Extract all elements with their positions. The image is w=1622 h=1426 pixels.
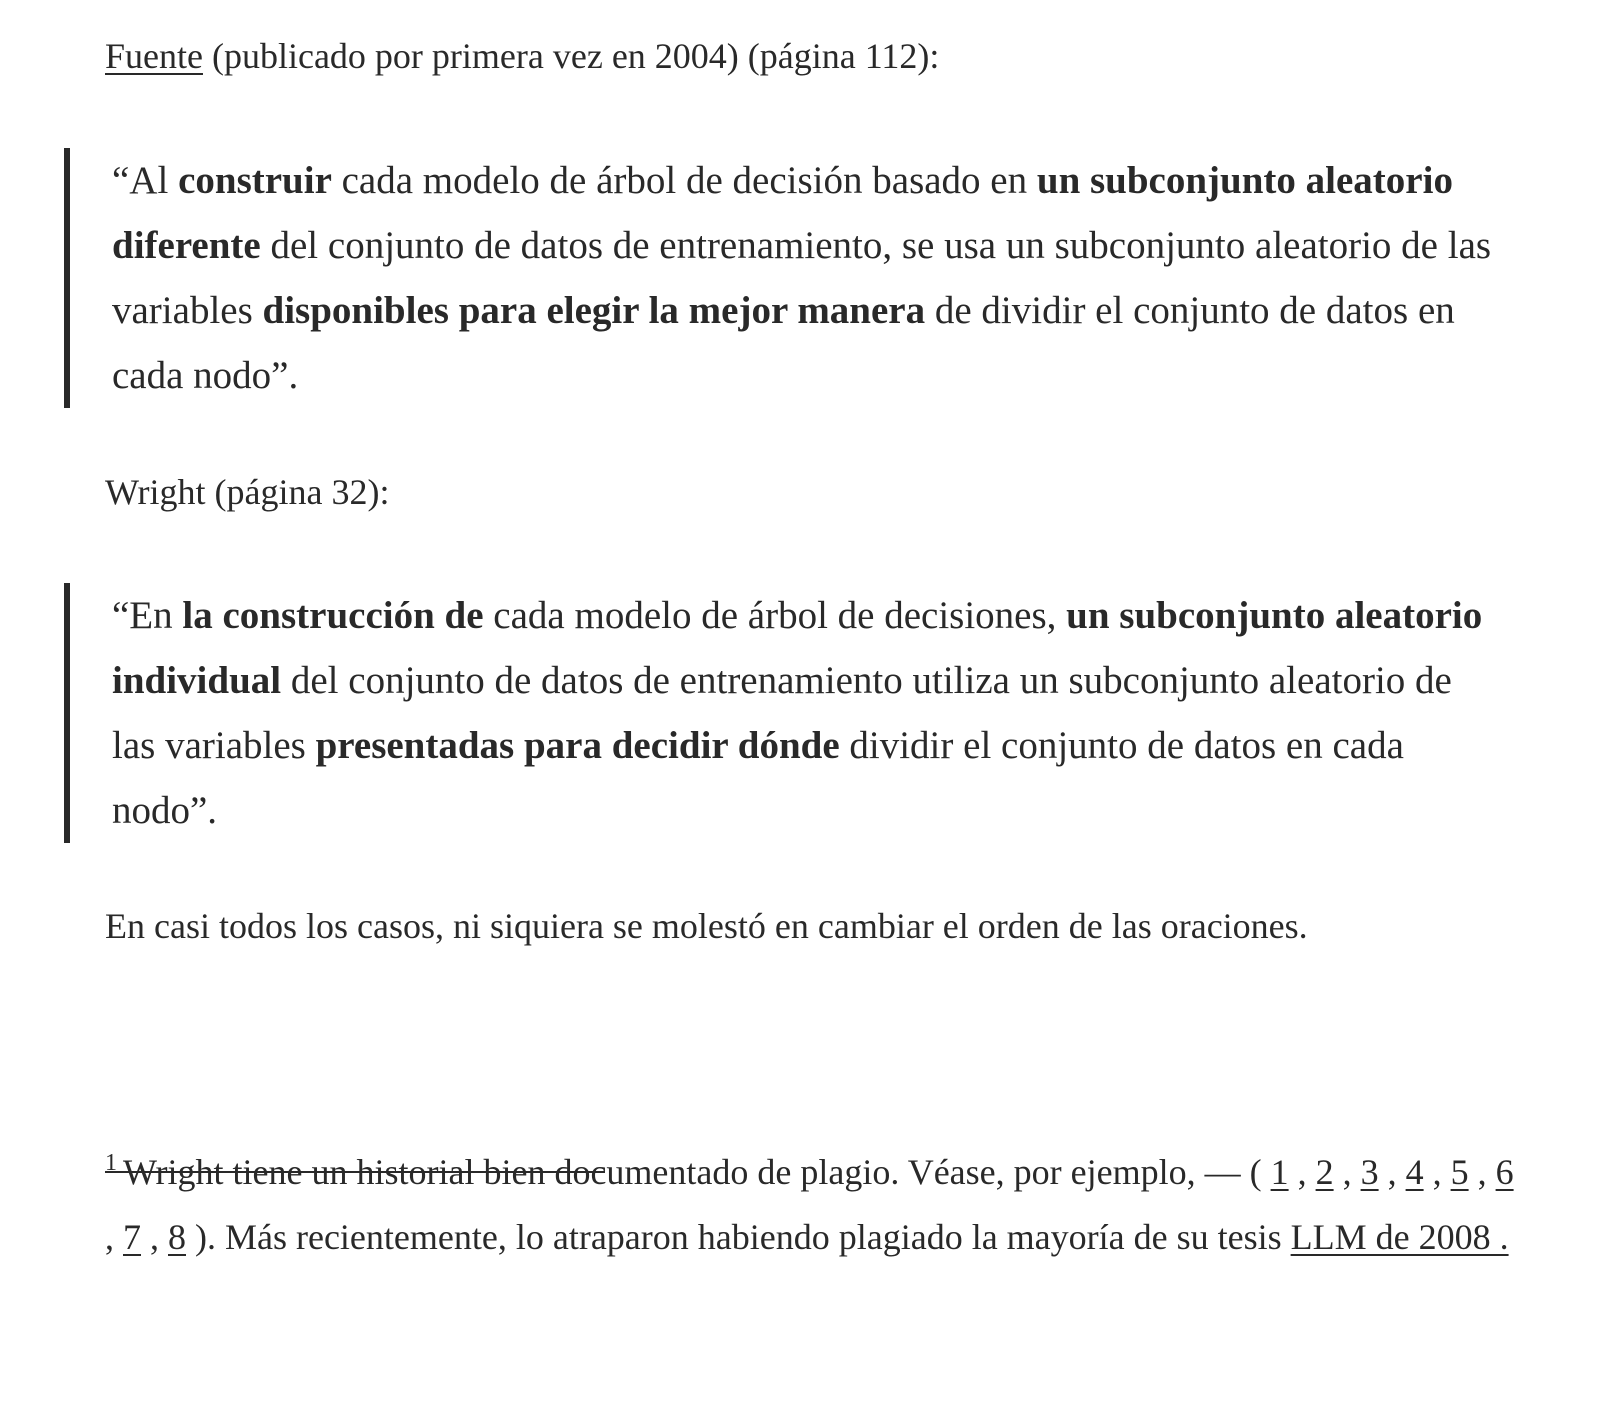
- quote-wright-segment: del conjunto de datos de entrenamiento utiliza un subconjunto aleatorio de las variables: [112, 659, 1452, 767]
- quote-wright-bold-segment: un subconjunto aleatorio individual: [112, 594, 1483, 702]
- source-line: [105, 24, 1505, 89]
- quote-wright-bold-segment: la construcción de: [182, 594, 484, 637]
- conclusion-paragraph: En casi todos los casos, ni siquiera se molestó en cambiar el orden de las oraciones.: [105, 906, 1308, 946]
- ref-separator: ,: [1468, 1152, 1496, 1192]
- footnote-after-refs: ). Más recientemente, lo atraparon habiendo plagiado la mayoría de su tesis: [186, 1217, 1291, 1257]
- quote-wright-text: [112, 583, 1504, 843]
- footnote-ref-link-4[interactable]: 4: [1405, 1152, 1424, 1192]
- ref-separator: ,: [105, 1217, 123, 1257]
- quote-source-bold-segment: construir: [178, 159, 332, 202]
- quote-source-segment: de dividir el conjunto de datos en cada nodo”.: [112, 289, 1455, 397]
- ref-separator: ,: [1378, 1152, 1406, 1192]
- blockquote-wright: [64, 583, 1504, 843]
- footnote-marker: 1: [105, 1150, 117, 1176]
- quote-source-segment: del conjunto de datos de entrenamiento, se usa un subconjunto aleatorio de las variables: [112, 224, 1492, 332]
- quote-wright-segment: “En: [112, 594, 183, 637]
- source-line-rest: (publicado por primera vez en 2004) (página 112):: [202, 36, 940, 76]
- quote-source-text: [112, 148, 1504, 408]
- quote-wright-segment: dividir el conjunto de datos en cada nodo”.: [112, 724, 1404, 832]
- footnote-ref-link-7[interactable]: 7: [123, 1217, 141, 1257]
- footnote-ref-link-6[interactable]: 6: [1495, 1152, 1514, 1192]
- footnote-ref-link-5[interactable]: 5: [1450, 1152, 1469, 1192]
- footnote-ref-link-1[interactable]: 1: [1270, 1152, 1289, 1192]
- quote-wright-segment: cada modelo de árbol de decisiones,: [483, 594, 1067, 637]
- quote-source-bold-segment: disponibles para elegir la mejor manera: [262, 289, 926, 332]
- blockquote-source: [64, 148, 1504, 408]
- source-link[interactable]: Fuente: [105, 36, 203, 76]
- footnote-intro: Wright tiene un historial bien documentado de plagio. Véase, por ejemplo, — (: [123, 1152, 1262, 1192]
- footnote-ref-link-3[interactable]: 3: [1360, 1152, 1379, 1192]
- quote-source-segment: cada modelo de árbol de decisión basado en: [331, 159, 1037, 202]
- footnote-ref-link-2[interactable]: 2: [1315, 1152, 1334, 1192]
- footnote-ref-link-8[interactable]: 8: [168, 1217, 186, 1257]
- footnote: [105, 1140, 1525, 1270]
- ref-separator: ,: [1333, 1152, 1361, 1192]
- thesis-link[interactable]: LLM de 2008 .: [1290, 1217, 1509, 1257]
- ref-separator: ,: [1288, 1152, 1316, 1192]
- ref-separator: ,: [141, 1217, 168, 1257]
- quote-source-segment: “Al: [112, 159, 179, 202]
- wright-line: Wright (página 32):: [105, 472, 390, 512]
- ref-separator: ,: [1423, 1152, 1451, 1192]
- quote-wright-bold-segment: presentadas para decidir dónde: [315, 724, 840, 767]
- quote-source-bold-segment: un subconjunto aleatorio diferente: [112, 159, 1453, 267]
